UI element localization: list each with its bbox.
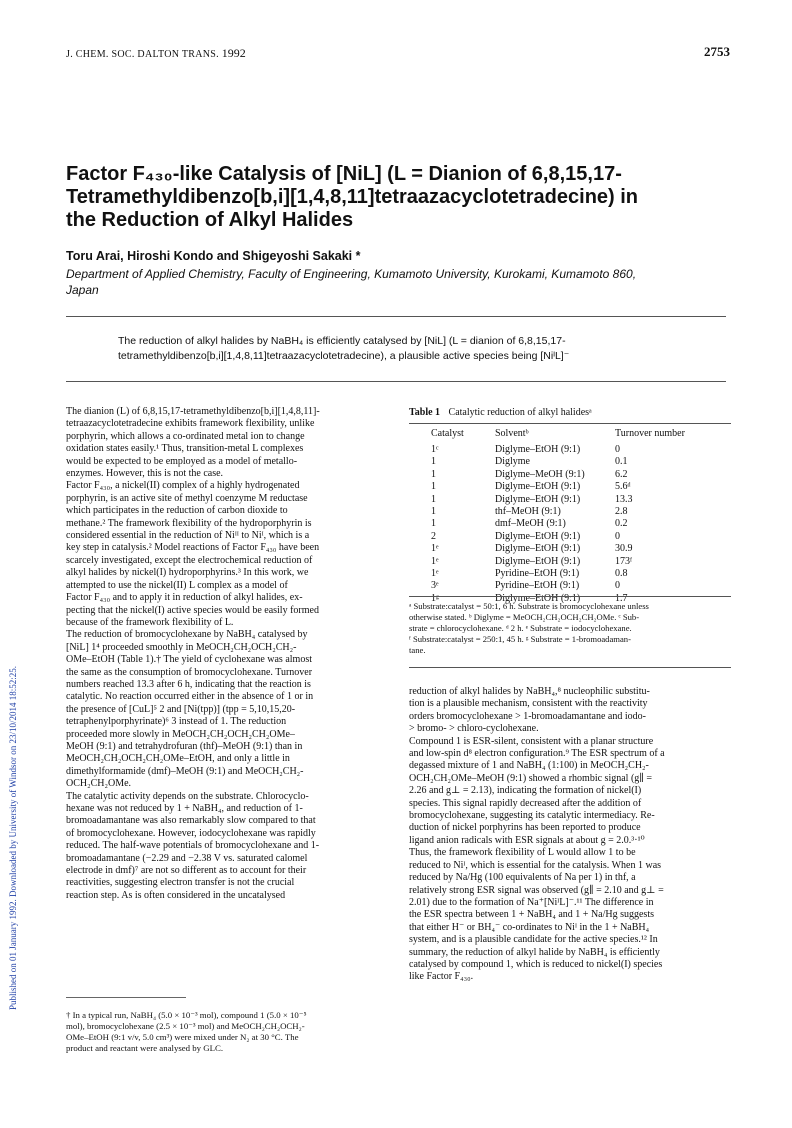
table-row	[409, 456, 731, 468]
body-text-line: tetraphenylporphyrinate)⁶ 3 instead of 1. The reduction	[66, 716, 287, 728]
body-text-line: considered essential in the reduction of Niᴵᴵ to Niᴵ, which is a	[66, 530, 310, 542]
table-header-cell: Solventᵇ	[495, 428, 529, 439]
table-row	[409, 531, 731, 543]
turnover-cell: 0.1	[615, 456, 628, 468]
body-text-line: [NiL] 1⁴ proceeded smoothly in MeOCH₂CH₂OCH₂CH₂-	[66, 641, 297, 653]
turnover-cell: 0	[615, 530, 620, 542]
body-text-line: system, and is a plausible candidate for the active species.¹² In	[409, 934, 658, 946]
solvent-cell: thf–MeOH (9:1)	[495, 505, 561, 517]
body-text-line: catalysed by compound 1, which is reduced to nickel(I) species	[409, 958, 663, 970]
body-text-line: duction of nickel porphyrins has been reported to produce	[409, 822, 641, 834]
body-text-line: attempted to use the nickel(II) L complex as a model of	[66, 579, 288, 591]
footnote-line: product and reactant were analysed by GLC.	[66, 1043, 224, 1053]
body-text-line: tion is a plausible mechanism, consistent with the reactivity	[409, 698, 648, 710]
table-footnote-line: ᵃ Substrate:catalyst = 50:1, 6 h. Substrate is bromocyclohexane unless	[409, 601, 649, 611]
table-row	[409, 518, 731, 530]
table-row	[409, 494, 731, 506]
catalyst-cell: 1ᵍ	[431, 592, 440, 604]
solvent-cell: Pyridine–EtOH (9:1)	[495, 567, 580, 579]
solvent-cell: Diglyme–EtOH (9:1)	[495, 530, 581, 542]
turnover-cell: 5.6ᵈ	[615, 481, 631, 493]
turnover-cell: 173ᶠ	[615, 555, 633, 567]
body-text-line: reduced. The half-wave potentials of bromocyclohexane and 1-	[66, 840, 320, 852]
abstract-top-rule	[66, 316, 726, 317]
affiliation	[66, 266, 746, 298]
solvent-cell: Diglyme–EtOH (9:1)	[495, 592, 581, 604]
body-text-line: hexane was not reduced by 1 + NaBH₄, and reduction of 1-	[66, 803, 303, 814]
body-text-line: MeOH (9:1) and tetrahydrofuran (thf)–MeOH (9:1) than in	[66, 740, 303, 752]
table-row	[409, 543, 731, 555]
body-text-line: OMe–EtOH (Table 1).† The yield of cyclohexane was almost	[66, 654, 312, 666]
turnover-cell: 0	[615, 580, 620, 592]
table-footnote-line: otherwise stated. ᵇ Diglyme = MeOCH₂CH₂OCH₂CH₂OMe. ᶜ Sub-	[409, 612, 640, 622]
body-text-line: the ESR spectra between 1 + NaBH₄ and 1 + Na/Hg suggests	[409, 909, 654, 921]
body-text-line: oxidation states easily.¹ Thus, transition-metal L complexes	[66, 443, 304, 455]
table-header-row	[409, 428, 731, 444]
footnote-line: mol), bromocyclohexane (2.5 × 10⁻³ mol) and MeOCH₂CH₂OCH₂-	[66, 1021, 305, 1031]
body-text-line: 2.01) due to the formation of Na⁺[NiᴵL]⁻.¹¹ The difference in	[409, 896, 654, 908]
body-text-line: that either H⁻ or BH₄⁻ co-ordinates to Niᴵ in the 1 + NaBH₄	[409, 921, 650, 933]
table-caption	[409, 407, 592, 418]
body-text-line: relatively strong ESR signal was observed (g∥ = 2.10 and g⊥ =	[409, 884, 664, 896]
turnover-cell: 0	[615, 444, 620, 455]
download-watermark: Published on 01 January 1992. Downloaded by University of Windsor on 23/10/2014 18:52:25.	[8, 666, 18, 1010]
solvent-cell: Diglyme–EtOH (9:1)	[495, 543, 581, 555]
footnote-line: OMe–EtOH (9:1 v/v, 5.0 cm³) were mixed under N₂ at 30 °C. The	[66, 1032, 299, 1042]
body-text-line: porphyrin, is an active site of methyl coenzyme M reductase	[66, 492, 308, 504]
body-text-line: species. This signal rapidly decreased after the addition of	[409, 797, 642, 809]
table-row	[409, 506, 731, 518]
catalyst-cell: 1	[431, 493, 436, 505]
body-text-line: Factor F₄₃₀, a nickel(II) complex of a highly hydrogenated	[66, 480, 300, 492]
solvent-cell: Diglyme–EtOH (9:1)	[495, 481, 581, 493]
body-text-line: OCH₂CH₂OMe–MeOH (9:1) showed a rhombic signal (g∥ =	[409, 772, 653, 784]
body-text-line: ligand anion radicals with ESR signals at about g = 2.0.³·¹⁰	[409, 834, 645, 846]
body-text-line: 2.26 and g⊥ = 2.13), indicating the formation of nickel(I)	[409, 785, 642, 797]
body-text-line: pecting that the nickel(I) active species would be easily formed	[66, 604, 319, 616]
solvent-cell: Pyridine–EtOH (9:1)	[495, 580, 580, 592]
footnote-line: † In a typical run, NaBH₄ (5.0 × 10⁻³ mol), compound 1 (5.0 × 10⁻⁵	[66, 1010, 307, 1020]
body-left-column	[66, 406, 388, 902]
body-text-line: tetraazacyclotetradecine exhibits framework flexibility, unlike	[66, 418, 315, 430]
body-text-line: dimethylformamide (dmf)–MeOH (9:1) and MeOCH₂CH₂-	[66, 765, 304, 777]
body-text-line: methane.² The framework flexibility of the hydroporphyrin is	[66, 517, 312, 529]
catalysis-table	[409, 428, 731, 605]
table-label: Table 1	[409, 407, 441, 418]
catalyst-cell: 3ᵉ	[431, 580, 439, 592]
body-text-line: the same as the consumption of bromocyclohexane. Turnover	[66, 666, 313, 678]
catalyst-cell: 1	[431, 518, 436, 530]
body-text-line: Compound 1 is ESR-silent, consistent with a planar structure	[409, 735, 654, 747]
body-text-line: alkyl halides by nickel(I) hydroporphyrins.³ In this work, we	[66, 567, 309, 579]
body-text-line: reduced by Na/Hg (100 equivalents of Na per 1) in thf, a	[409, 872, 636, 884]
table-row	[409, 556, 731, 568]
solvent-cell: Diglyme–EtOH (9:1)	[495, 444, 581, 455]
turnover-cell: 30.9	[615, 543, 633, 555]
title-line: Tetramethyldibenzo[b,i][1,4,8,11]tetraazacyclotetradecine) in	[66, 186, 639, 208]
turnover-cell: 0.2	[615, 518, 628, 530]
body-text-line: electrode in dmf)⁷ are not so different as to account for their	[66, 865, 307, 877]
body-right-column	[409, 686, 731, 984]
solvent-cell: dmf–MeOH (9:1)	[495, 518, 566, 530]
body-text-line: catalytic. No reaction occurred either in the absence of 1 or in	[66, 691, 314, 703]
title-line: Factor F₄₃₀-like Catalysis of [NiL] (L = Dianion of 6,8,15,17-	[66, 163, 622, 185]
title-line: the Reduction of Alkyl Halides	[66, 209, 354, 231]
body-text-line: bromocyclohexane, suggesting its catalytic intermediacy. Re-	[409, 810, 655, 822]
body-text-line: orders bromocyclohexane > 1-bromoadamantane and iodo-	[409, 710, 646, 722]
body-text-line: bromoadamantane was also remarkably slow compared to that	[66, 815, 316, 827]
turnover-cell: 13.3	[615, 493, 633, 505]
table-bottom-rule	[409, 596, 731, 597]
body-text-line: key step in catalysis.² Model reactions of Factor F₄₃₀ have been	[66, 542, 320, 554]
body-text-line: of bromocyclohexane. However, iodocyclohexane was rapidly	[66, 827, 316, 839]
body-text-line: reduction of alkyl halides by NaBH₄,⁸ nucleophilic substitu-	[409, 686, 650, 697]
body-text-line: bromoadamantane (−2.29 and −2.38 V vs. saturated calomel	[66, 852, 308, 864]
footnote	[66, 1010, 388, 1054]
affiliation-line: Department of Applied Chemistry, Faculty of Engineering, Kumamoto University, Kurokami, Kumamoto 860,	[66, 267, 637, 281]
body-text-line: numbers reached 13.3 after 6 h, indicating that the reaction is	[66, 678, 311, 690]
turnover-cell: 0.8	[615, 567, 628, 579]
catalyst-cell: 1	[431, 468, 436, 480]
body-text-line: The catalytic activity depends on the substrate. Chlorocyclo-	[66, 790, 309, 802]
table-footnotes	[409, 601, 731, 656]
abstract-bottom-rule	[66, 381, 726, 382]
article-title	[66, 163, 746, 232]
body-text-line: degassed mixture of 1 and NaBH₄ (1:100) in MeOCH₂CH₂-	[409, 760, 649, 772]
body-text-line: > bromo- > chloro-cyclohexane.	[409, 723, 539, 735]
abstract-line: tetramethyldibenzo[b,i][1,4,8,11]tetraazacyclotetradecine), a plausible active species being [NiᴵL]⁻	[118, 350, 570, 362]
table-row	[409, 469, 731, 481]
footnote-rule	[66, 997, 186, 998]
catalyst-cell: 2	[431, 530, 436, 542]
affiliation-line: Japan	[66, 283, 99, 297]
body-text-line: Factor F₄₃₀ and to apply it in reduction of alkyl halides, ex-	[66, 592, 303, 604]
table-footnote-line: strate = chlorocyclohexane. ᵈ 2 h. ᵉ Substrate = iodocyclohexane.	[409, 623, 632, 633]
solvent-cell: Diglyme–EtOH (9:1)	[495, 555, 581, 567]
body-text-line: summary, the reduction of alkyl halide by NaBH₄ is efficiently	[409, 946, 660, 958]
author-list: Toru Arai, Hiroshi Kondo and Shigeyoshi Sakaki *	[66, 249, 361, 263]
abstract	[118, 334, 678, 364]
body-text-line: because of the framework flexibility of L.	[66, 616, 234, 628]
body-text-line: scarcely investigated, except the electrochemical reduction of	[66, 554, 313, 566]
table-header-cell: Catalyst	[431, 428, 464, 439]
turnover-cell: 1.7	[615, 592, 628, 604]
body-text-line: the presence of [CuL]⁵ 2 and [Ni(tpp)] (tpp = 5,10,15,20-	[66, 703, 296, 715]
page-number: 2753	[704, 44, 730, 59]
turnover-cell: 6.2	[615, 468, 628, 480]
body-text-line: proceeded more slowly in MeOCH₂CH₂OCH₂CH₂OMe–	[66, 728, 295, 740]
catalyst-cell: 1	[431, 456, 436, 468]
table-header-cell: Turnover number	[615, 428, 685, 439]
table-notes-rule	[409, 667, 731, 668]
body-text-line: reaction step. As is often considered in the uncatalysed	[66, 889, 286, 901]
catalyst-cell: 1ᵉ	[431, 567, 439, 579]
table-footnote-line: tane.	[409, 645, 426, 655]
body-text-line: OCH₂CH₂OMe.	[66, 778, 132, 790]
catalyst-cell: 1	[431, 481, 436, 493]
body-text-line: reactivities, suggesting electron transfer is not the crucial	[66, 877, 295, 889]
body-text-line: would be expected to be employed as a model of metallo-	[66, 455, 298, 467]
catalyst-cell: 1ᵉ	[431, 543, 439, 555]
table-row	[409, 481, 731, 493]
table-row	[409, 444, 731, 456]
turnover-cell: 2.8	[615, 505, 628, 517]
catalyst-cell: 1ᵉ	[431, 555, 439, 567]
journal-year: 1992	[221, 46, 246, 60]
solvent-cell: Diglyme–MeOH (9:1)	[495, 468, 585, 480]
table-row	[409, 580, 731, 592]
body-text-line: which participates in the reduction of carbon dioxide to	[66, 505, 288, 517]
table-caption-text: Catalytic reduction of alkyl halidesᵃ	[448, 407, 592, 418]
journal-name: J. CHEM. SOC. DALTON TRANS.	[66, 49, 219, 60]
running-header	[66, 46, 246, 61]
body-text-line: like Factor F₄₃₀.	[409, 971, 474, 983]
body-text-line: enzymes. However, this is not the case.	[66, 468, 224, 480]
catalyst-cell: 1	[431, 505, 436, 517]
table-row	[409, 568, 731, 580]
table-footnote-line: ᶠ Substrate:catalyst = 250:1, 45 h. ᵍ Substrate = 1-bromoadaman-	[409, 634, 631, 644]
body-text-line: The reduction of bromocyclohexane by NaBH₄ catalysed by	[66, 629, 308, 641]
body-text-line: reduced to Niᴵ, which is essential for the catalysis. When 1 was	[409, 859, 662, 871]
body-text-line: MeOCH₂CH₂OCH₂CH₂OMe–EtOH, and only a little in	[66, 753, 290, 765]
body-text-line: porphyrin, which allows a co-ordinated metal ion to change	[66, 430, 305, 442]
solvent-cell: Diglyme	[495, 456, 530, 468]
body-text-line: Thus, the framework flexibility of L would allow 1 to be	[409, 847, 636, 859]
abstract-line: The reduction of alkyl halides by NaBH₄ is efficiently catalysed by [NiL] (L = dianion of 6,8,15,17-	[118, 335, 566, 347]
body-text-line: The dianion (L) of 6,8,15,17-tetramethyldibenzo[b,i][1,4,8,11]-	[66, 406, 320, 417]
solvent-cell: Diglyme–EtOH (9:1)	[495, 493, 581, 505]
body-text-line: and low-spin d⁸ electron configuration.⁹ The ESR spectrum of a	[409, 748, 665, 760]
table-top-rule	[409, 423, 731, 424]
catalyst-cell: 1ᶜ	[431, 444, 439, 455]
